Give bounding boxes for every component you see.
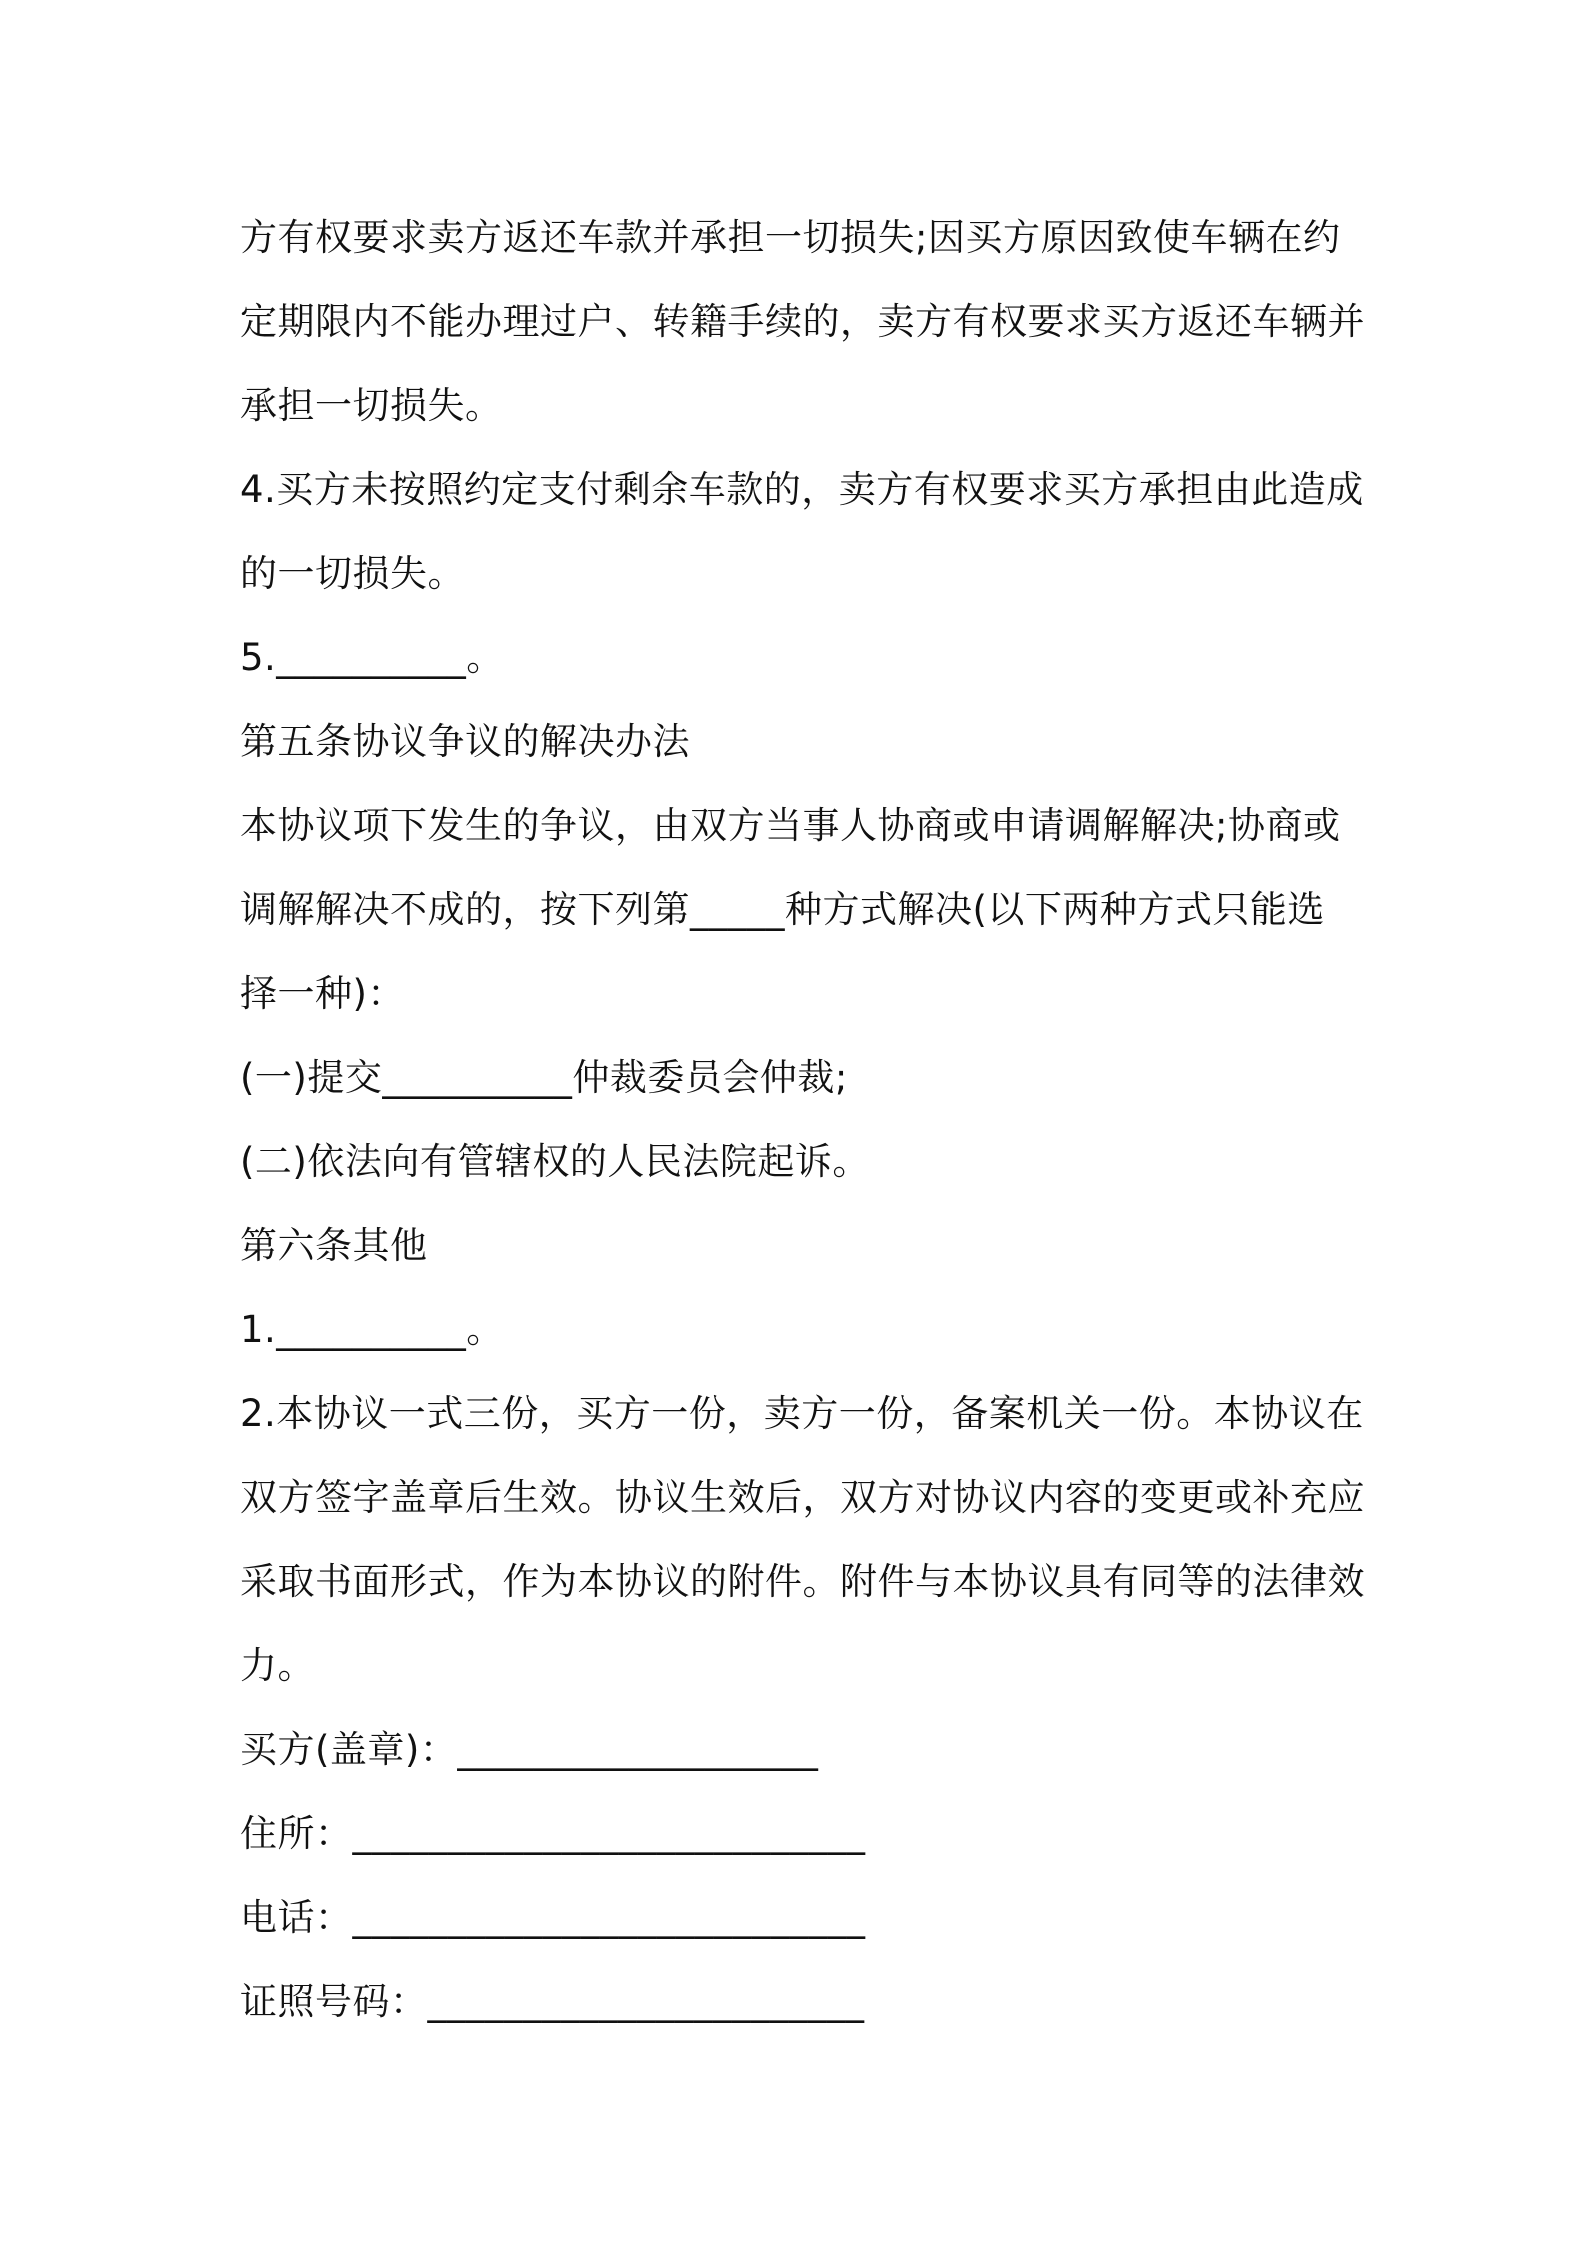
section-heading: 第五条协议争议的解决办法 (240, 720, 690, 763)
signature-field-phone: 电话：___________________________ (240, 1896, 866, 1939)
text-line: (二)依法向有管辖权的人民法院起诉。 (240, 1140, 870, 1183)
text-line: 4.买方未按照约定支付剩余车款的，卖方有权要求买方承担由此造成 (240, 468, 1364, 511)
text-line: 5.__________。 (240, 636, 504, 679)
text-line: 2.本协议一式三份，买方一份，卖方一份，备案机关一份。本协议在 (240, 1392, 1364, 1435)
text-line: 调解解决不成的，按下列第_____种方式解决(以下两种方式只能选 (240, 888, 1325, 931)
document-body (240, 196, 1365, 2044)
signature-field-license-number: 证照号码：_______________________ (240, 1980, 865, 2023)
text-line: 双方签字盖章后生效。协议生效后，双方对协议内容的变更或补充应 (240, 1476, 1365, 1519)
text-line: 承担一切损失。 (240, 384, 503, 427)
text-line: 1.__________。 (240, 1308, 504, 1351)
text-line: 采取书面形式，作为本协议的附件。附件与本协议具有同等的法律效 (240, 1560, 1365, 1603)
signature-field-buyer: 买方(盖章)：___________________ (240, 1728, 819, 1771)
text-line: 本协议项下发生的争议，由双方当事人协商或申请调解解决;协商或 (240, 804, 1341, 847)
text-line: 择一种)： (240, 972, 405, 1015)
text-line: 方有权要求卖方返还车款并承担一切损失;因买方原因致使车辆在约 (240, 216, 1341, 259)
text-line: 的一切损失。 (240, 552, 465, 595)
text-line: 力。 (240, 1644, 315, 1687)
text-line: (一)提交__________仲裁委员会仲裁; (240, 1056, 848, 1099)
section-heading: 第六条其他 (240, 1224, 428, 1267)
signature-field-address: 住所：___________________________ (240, 1812, 866, 1855)
text-line: 定期限内不能办理过户、转籍手续的，卖方有权要求买方返还车辆并 (240, 300, 1365, 343)
